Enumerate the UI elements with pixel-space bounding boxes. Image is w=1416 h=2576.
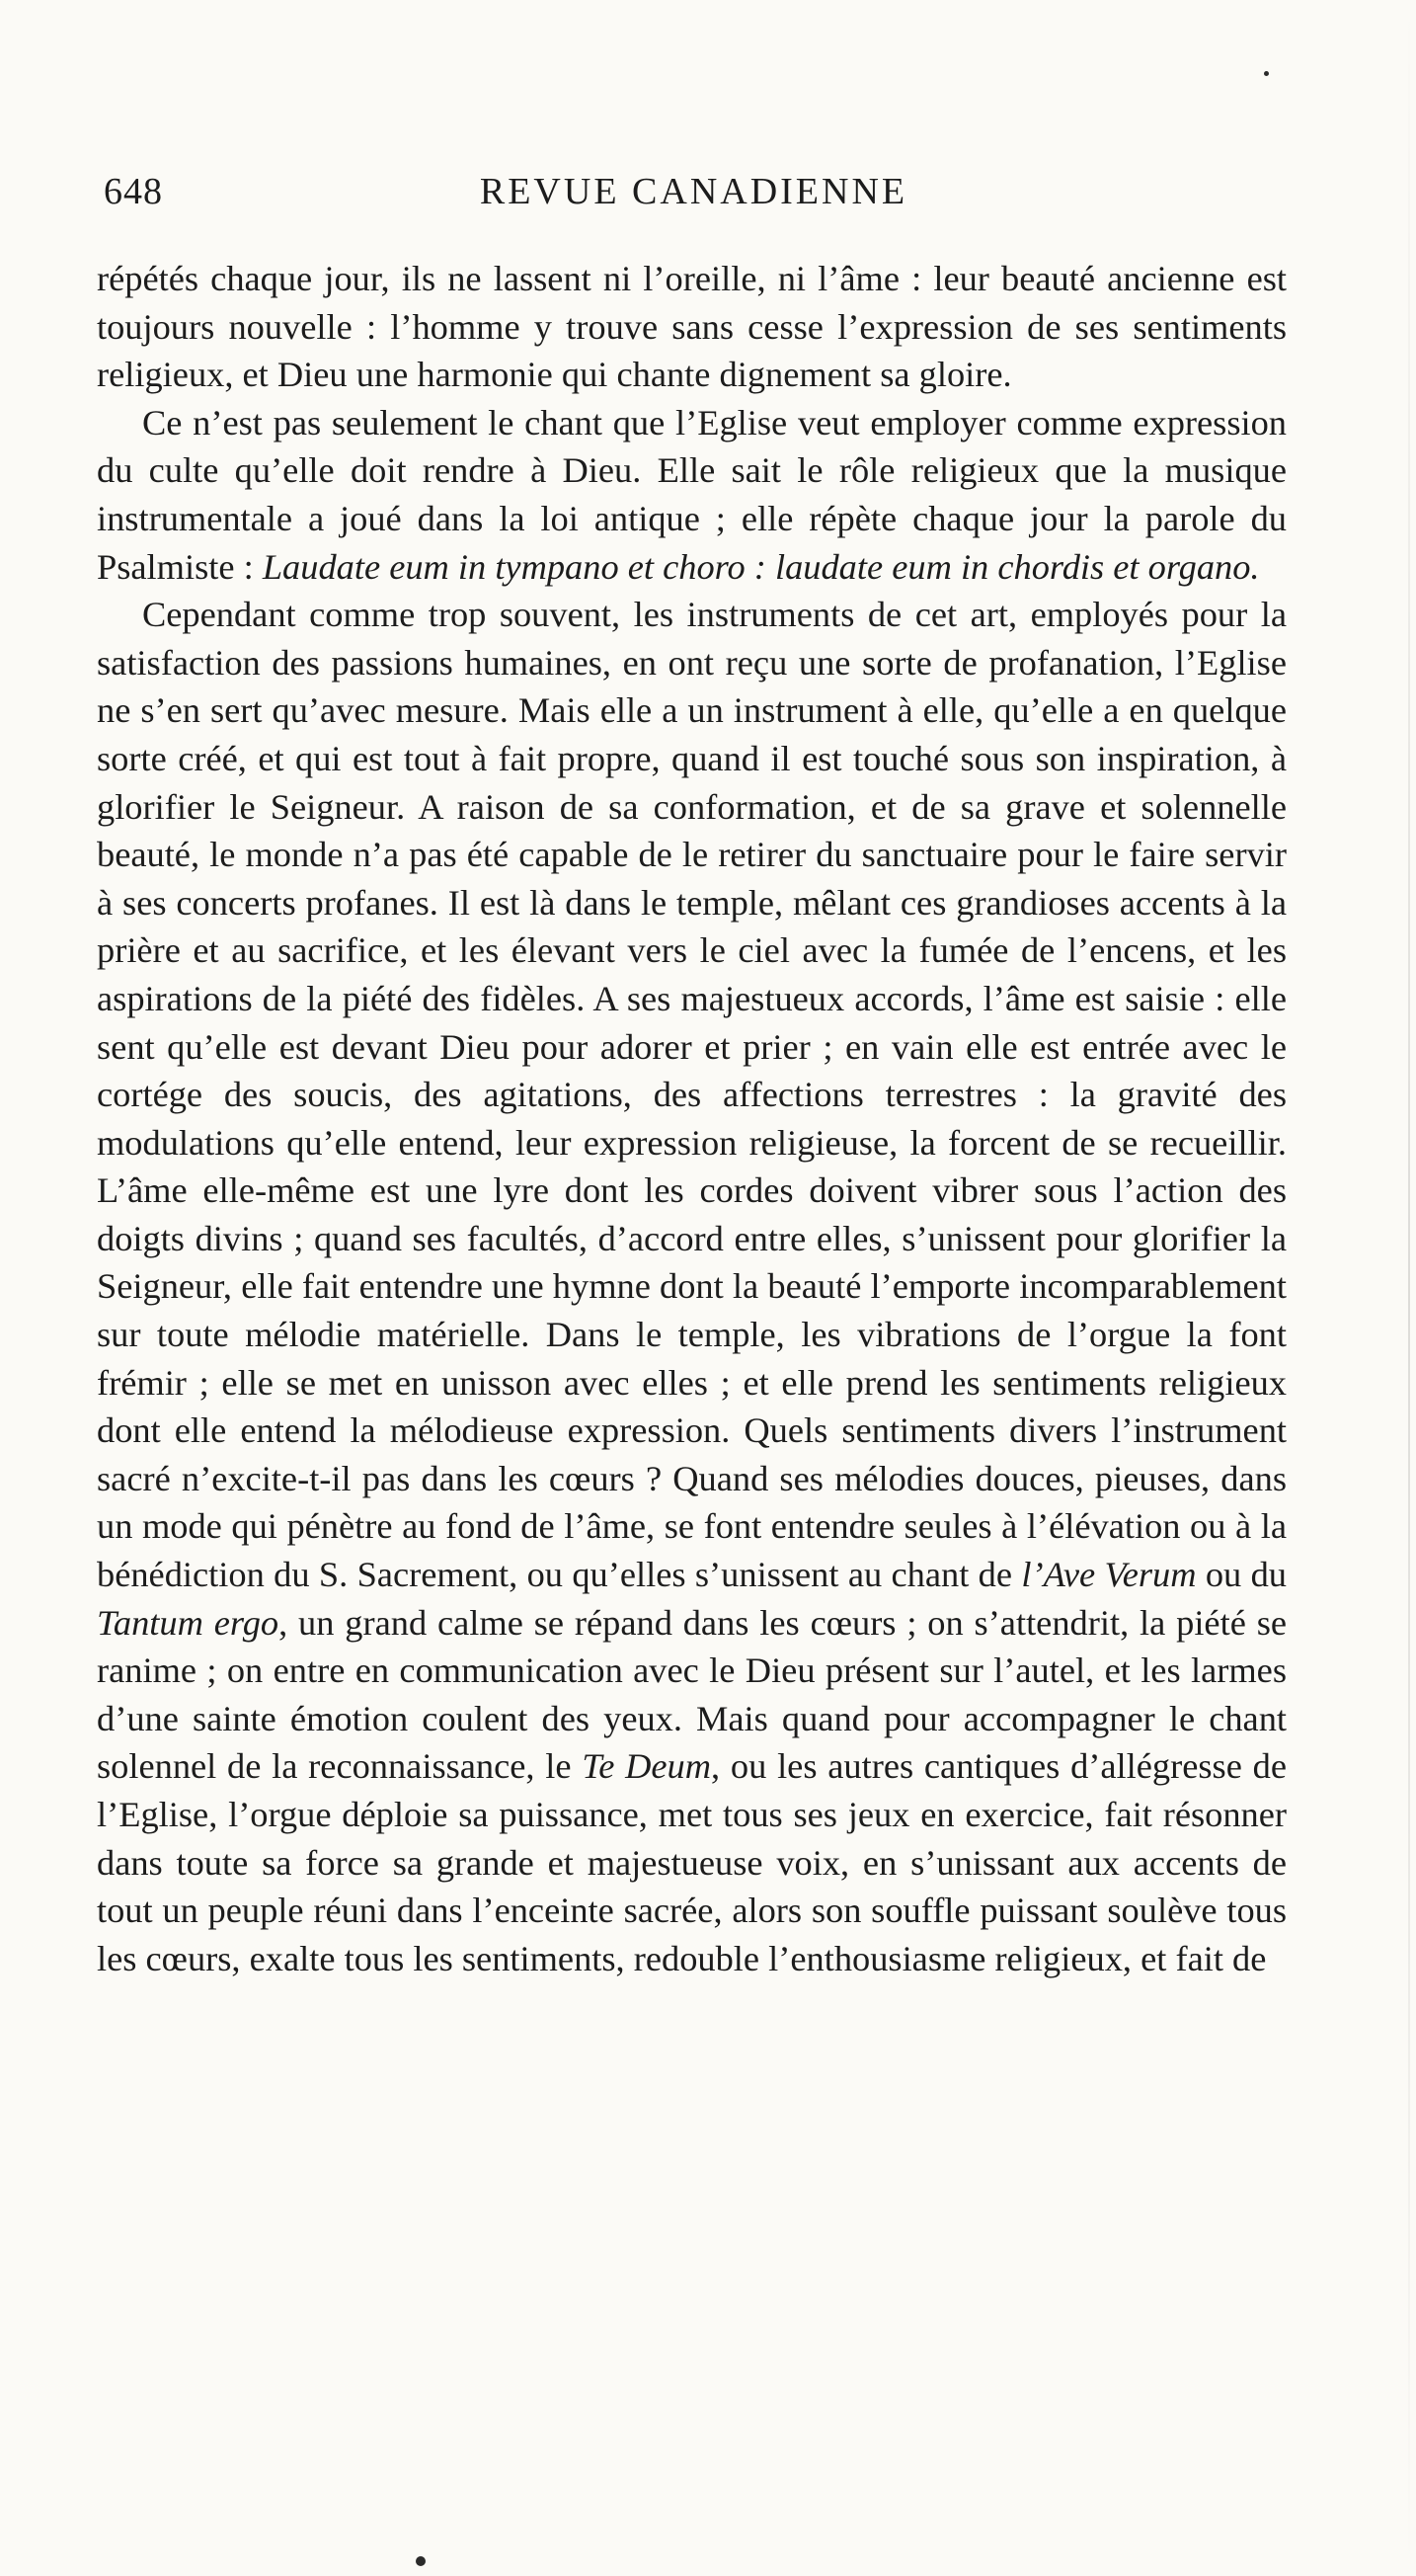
ink-speck — [416, 2556, 426, 2566]
text-run: , ou les autres cantiques d’allégresse de l’Eglise, l’orgue déploie sa puissance, met tous ses jeux en exercice, fait résonner dans toute sa force sa grande et majestueuse voix, en s’unissant aux accents de tout un peuple réuni dans l’enceinte sacrée, alors son souffle puissant soulève tous les cœurs, exalte tous les sentiments, redouble l’enthousiasme religieux, et fait de — [97, 1746, 1287, 1978]
italic-text: l’Ave Verum — [1021, 1555, 1197, 1595]
text-run: répétés chaque jour, ils ne lassent ni l’oreille, ni l’âme : leur beauté ancienne est toujours nouvelle : l’homme y trouve sans cesse l’expression de ses sentiments religieux, et Dieu une harmonie qui chante dignement sa gloire. — [97, 259, 1287, 395]
running-title: REVUE CANADIENNE — [479, 171, 908, 212]
italic-text: Laudate eum in tympano et choro : laudate eum in chordis et organo. — [262, 546, 1260, 587]
page-header — [104, 170, 1284, 225]
text-run: Ce n’est pas seulement le chant que l’Eglise veut employer comme expression du culte qu’elle doit rendre à Dieu. Elle sait le rôle religieux que la musique instrumentale a joué dans la loi antique ; elle répète chaque jour la parole du Psalmiste : — [97, 402, 1287, 587]
italic-text: Te Deum — [582, 1746, 712, 1787]
paragraph-3 — [97, 591, 1287, 1982]
text-run: ou du — [1196, 1555, 1287, 1595]
paragraph-2 — [97, 399, 1287, 591]
text-run: Cependant comme trop souvent, les instruments de cet art, employés pour la satisfaction des passions humaines, en ont reçu une sorte de profanation, l’Eglise ne s’en sert qu’avec mesure. Mais elle a un instrument à elle, qu’elle a en quelque sorte créé, et qui est tout à fait propre, quand il est touché sous son inspiration, à glorifier le Seigneur. A raison de sa conformation, et de sa grave et solennelle beauté, le monde n’a pas été capable de le retirer du sanctuaire pour le faire servir à ses concerts profanes. Il est là dans le temple, mêlant ces grandioses accents à la prière et au sacrifice, et les élevant vers le ciel avec la fumée de l’encens, et les aspirations de la piété des fidèles. A ses majestueux accords, l’âme est saisie : elle sent qu’elle est devant Dieu pour adorer et prier ; en vain elle est entrée avec le cortége des soucis, des agitations, des affections terrestres : la gravité des modulations qu’elle entend, leur expression religieuse, la forcent de se recueillir. L’âme elle-même est une lyre dont les cordes doivent vibrer sous l’action des doigts divins ; quand ses facultés, d’accord entre elles, s’unissent pour glorifier la Seigneur, elle fait entendre une hymne dont la beauté l’emporte incomparablement sur toute mélodie matérielle. Dans le temple, les vibrations de l’orgue la font frémir ; elle se met en unisson avec elles ; et elle prend les sentiments religieux dont elle entend la mélodieuse expression. Quels sentiments divers l’instrument sacré n’excite-t-il pas dans les cœurs ? Quand ses mélodies douces, pieuses, dans un mode qui pénètre au fond de l’âme, se font entendre seules à l’élévation ou à la bénédiction du S. Sacrement, ou qu’elles s’unissent au chant de — [97, 595, 1287, 1595]
body-text — [97, 255, 1287, 1982]
text-run: , un grand calme se répand dans les cœurs ; on s’attendrit, la piété se ranime ; on entre en communication avec le Dieu présent sur l’autel, et les larmes d’une sainte émotion coulent des yeux. Mais quand pour accompagner le chant solennel de la reconnaissance, le — [97, 1602, 1288, 1787]
paragraph-1 — [97, 255, 1287, 399]
ink-speck — [1264, 71, 1269, 76]
page-number: 648 — [104, 171, 163, 212]
italic-text: Tantum ergo — [97, 1602, 279, 1643]
page-edge-shadow — [1408, 0, 1410, 2576]
